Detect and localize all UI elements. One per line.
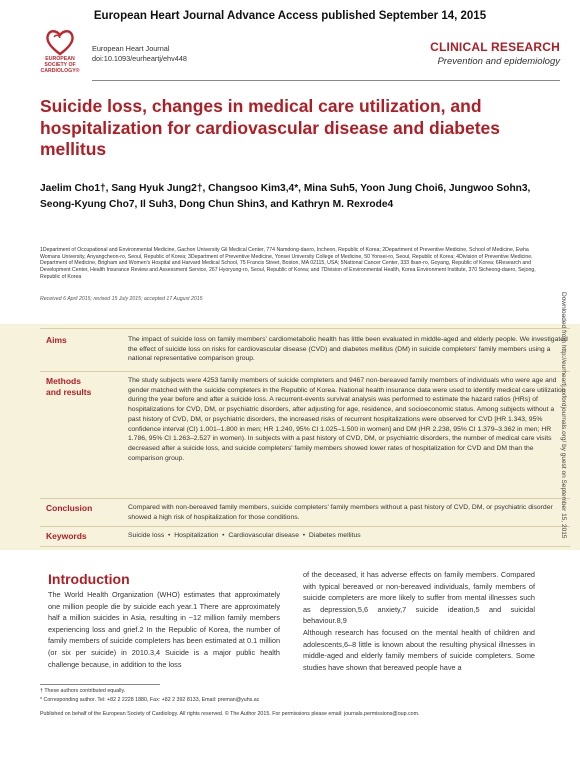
logo-line-2: SOCIETY OF bbox=[44, 62, 76, 68]
download-side-note[interactable]: Downloaded from http://eurheartj.oxfordjournals.org/ by guest on September 15, 2015 bbox=[560, 292, 567, 539]
abstract-divider bbox=[40, 526, 570, 527]
keywords-label: Keywords bbox=[46, 531, 87, 541]
journal-name: European Heart Journal bbox=[92, 44, 170, 53]
heart-logo-icon bbox=[45, 28, 75, 56]
footnote-publisher: Published on behalf of the European Society of Cardiology. All rights reserved. © The Author 2015. For permissions please email: journals.permissions@oup.com. bbox=[40, 711, 420, 717]
section-header bbox=[430, 40, 560, 67]
introduction-heading: Introduction bbox=[48, 571, 130, 587]
aims-text: The impact of suicide loss on family members' cardiometabolic health has little been evaluated in middle-aged and elderly people. We investigated the effect of suicide loss on risks for cardiovascular disease (CVD) and diabetes mellitus (DM) in suicide completers' family members using a national representative comparison group. bbox=[128, 336, 568, 363]
logo-line-1: EUROPEAN bbox=[45, 56, 75, 62]
journal-info bbox=[92, 44, 187, 64]
introduction-column-2: of the deceased, it has adverse effects on family members. Compared with typical bereaved or non-bereaved individuals, family members of suicide completers are more likely to suffer from mental illnesses such as depression,5,6 anxiety,7 suicide ideation,5 and suicidal behaviour.8,9 Although research has focused on the mental health of children and adolescents,6–8 little is known about the resulting physical illnesses in middle-aged and elderly family members of suicide completers. Some studies have shown that bereaved people have a bbox=[303, 570, 535, 672]
introduction-column-1: The World Health Organization (WHO) estimates that approximately one million people die by suicide each year.1 There are approximately half a million suicides in Asia, resulting in ~12 million family members experiencing loss and grief.2 In the Republic of Korea, the number of family members of suicide completers has been estimated at 0.1 million (or six per suicide) in 2010.3,4 Suicide is a major public health challenge because, in addition to the loss bbox=[48, 590, 280, 669]
abstract-divider bbox=[40, 546, 570, 547]
footnote-corresponding: * Corresponding author. Tel: +82 2 2228 1880, Fax: +82 2 392 8133, Email: preman@yuhs.ac bbox=[40, 697, 260, 703]
methods-text: The study subjects were 4253 family members of suicide completers and 9467 non-bereaved family members of individuals who were age and gender matched with the suicide completers in the Republic of Korea. National health insurance data were used to identify medical care utilization during the year before and after a suicide loss. A recurrent-events survival analysis was performed to estimate the hazard ratios (HRs) of hospitalizations for CVD, DM, or psychiatric disorders, after adjusting for age, residence, and socioeconomic status. Among subjects without a past history of CVD, DM, or psychiatric disorders, the increased risks of recurrent hospitalizations were observed for CVD [HR 1.343, 95% confidence interval (CI) 1.001–1.800 in men; HR 1.240, 95% CI 1.025–1.500 in women] and DM (HR 2.238, 95% CI 1.379–3.362 in men; HR 1.786, 95% CI 1.263–2.527 in women). In subjects with a past history of CVD, DM, or psychiatric disorders, the number of medical care visits decreased after a suicide loss, and suicide completers' family members showed lower rates of hospitalization for CVD and DM than the comparison group. bbox=[128, 377, 566, 462]
aims-label: Aims bbox=[46, 335, 67, 345]
header-divider bbox=[92, 80, 560, 81]
section-subtype: Prevention and epidemiology bbox=[437, 56, 560, 67]
abstract-divider bbox=[40, 371, 570, 372]
author-list: Jaelim Cho1†, Sang Hyuk Jung2†, Changsoo Kim3,4*, Mina Suh5, Yoon Jung Choi6, Jungwoo Sohn3, Seong-Kyung Cho7, Il Suh3, Dong Chun Shin3, and Kathryn M. Rexrode4 bbox=[40, 183, 531, 210]
affiliations: 1Department of Occupational and Environmental Medicine, Gachon University Gil Medical Center, 774 Namdong-daero, Incheon, Republic of Korea; 2Department of Preventive Medicine, School of Medicine, Ewha Womans University, Anyangcheon-ro, Seoul, Republic of Korea; 3Department of Preventive Medicine, Yonsei University College of Medicine, 50 Yonsei-ro, Seoul, Republic of Korea; 4Division of Preventive Medicine, Department of Medicine, Brigham and Women's Hospital and Harvard Medical School, 75 Francis Street, Boston, MA 02115, USA; 5National Cancer Center, 333 Ilsan-ro, Goyang, Republic of Korea; 6Research and Development Center, Health Insurance Review and Assessment Service, 267 Hyoryung-ro, Seoul, Republic of Korea; and 7Division of Environmental Health, Korea Environment Institute, 370 Sicheong-daero, Sejong, Republic of Korea bbox=[40, 247, 536, 280]
received-dates: Received 6 April 2015; revised 15 July 2015; accepted 17 August 2015 bbox=[40, 296, 203, 302]
esc-logo bbox=[38, 28, 82, 74]
keywords-text: Suicide loss • Hospitalization • Cardiovascular disease • Diabetes mellitus bbox=[128, 532, 361, 539]
advance-access-banner: European Heart Journal Advance Access published September 14, 2015 bbox=[93, 10, 487, 22]
logo-line-3: CARDIOLOGY® bbox=[40, 68, 80, 74]
journal-doi[interactable]: doi:10.1093/eurheartj/ehv448 bbox=[92, 54, 187, 63]
article-title: Suicide loss, changes in medical care utilization, and hospitalization for cardiovascular disease and diabetes mellitus bbox=[40, 96, 501, 159]
abstract-divider bbox=[40, 328, 570, 329]
abstract-divider bbox=[40, 498, 570, 499]
methods-label-line-1: Methods bbox=[46, 376, 81, 386]
methods-label-line-2: and results bbox=[46, 387, 92, 397]
structured-abstract bbox=[0, 324, 580, 550]
footnote-divider bbox=[40, 684, 160, 685]
section-type: CLINICAL RESEARCH bbox=[430, 40, 560, 54]
footnote-contrib: † These authors contributed equally. bbox=[40, 688, 126, 694]
conclusion-label: Conclusion bbox=[46, 503, 93, 513]
conclusion-text: Compared with non-bereaved family members, suicide completers' family members without a past history of CVD, DM, or psychiatric disorder showed a high risk of hospitalization for those conditions. bbox=[128, 504, 553, 521]
methods-label bbox=[46, 376, 91, 398]
